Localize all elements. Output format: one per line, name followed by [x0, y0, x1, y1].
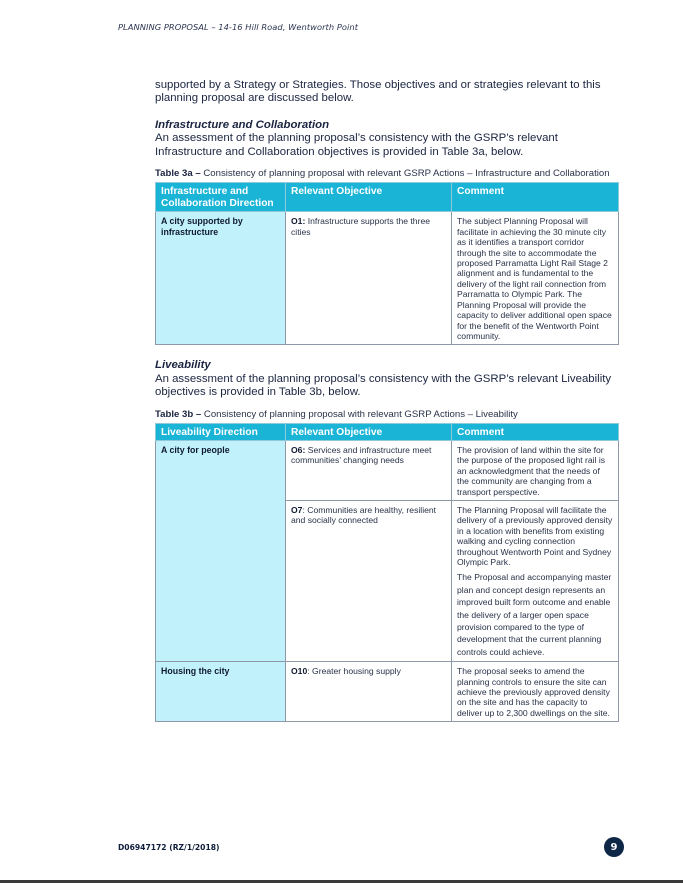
- table-3a-caption-label: Table 3a –: [155, 168, 201, 180]
- objective-text: : Communities are healthy, resilient and socially connected: [291, 504, 437, 526]
- document-reference: D06947172 (RZ/1/2018): [118, 843, 220, 852]
- table-row: [156, 212, 619, 345]
- comment-cell: [452, 500, 619, 661]
- table-3a: [155, 182, 619, 345]
- table-header-row: [156, 183, 619, 212]
- objective-cell: [286, 662, 452, 722]
- objective-code: O7: [291, 504, 303, 515]
- table-3a-caption-text: Consistency of planning proposal with relevant GSRP Actions – Infrastructure and Collaboration: [200, 168, 610, 180]
- objective-cell: [286, 212, 452, 345]
- intro-paragraph: supported by a Strategy or Strategies. Those objectives and or strategies relevant to this planning proposal are discussed below.: [155, 79, 601, 105]
- column-header: Relevant Objective: [286, 183, 452, 212]
- column-header: Infrastructure and Collaboration Direction: [156, 183, 286, 212]
- section-text-liveability: An assessment of the planning proposal’s consistency with the GSRP’s relevant Liveability objectives is provided in Table 3b, below.: [155, 372, 612, 399]
- table-3b-caption-label: Table 3b –: [155, 408, 202, 420]
- table-header-row: [156, 423, 619, 440]
- objective-code: O10: [291, 666, 308, 677]
- objective-code: O1:: [291, 216, 306, 227]
- table-row: [156, 662, 619, 722]
- page-content: [155, 79, 620, 722]
- objective-code: O6:: [291, 444, 306, 455]
- direction-cell: A city for people: [156, 440, 286, 661]
- comment-cell: The provision of land within the site for the purpose of the proposed light rail is an acknowledgment that the needs of the community are changing from a transport perspective.: [452, 440, 619, 500]
- table-3b-caption: [155, 409, 620, 420]
- column-header: Liveability Direction: [156, 423, 286, 440]
- objective-text: : Greater housing supply: [307, 666, 401, 677]
- comment-cell: The subject Planning Proposal will facilitate in achieving the 30 minute city as it identifies a transport corridor through the site to accommodate the proposed Parramatta Light Rail Stage 2 alignment and is fundamental to the delivery of the light rail connection from Parramatta to Olympic Park. The Planning Proposal will provide the capacity to deliver additional open space for the benefit of the Wentworth Point community.: [452, 212, 619, 345]
- objective-text: Infrastructure supports the three cities: [291, 216, 431, 237]
- table-3b: [155, 423, 619, 722]
- section-title-liveability: Liveability: [155, 359, 211, 372]
- column-header: Relevant Objective: [286, 423, 452, 440]
- comment-paragraph: The Proposal and accompanying master plan and concept design represents an improved built form outcome and enable the delivery of a larger open space provision compared to the type of development that the current planning controls could achieve.: [457, 572, 612, 657]
- section-title-infrastructure: Infrastructure and Collaboration: [155, 118, 330, 131]
- direction-cell: Housing the city: [156, 662, 286, 722]
- objective-text: Services and infrastructure meet communities’ changing needs: [291, 444, 432, 466]
- table-3a-caption: [155, 168, 620, 179]
- section-text-infrastructure: An assessment of the planning proposal’s consistency with the GSRP’s relevant Infrastructure and Collaboration objectives is provided in Table 3a, below.: [155, 132, 558, 158]
- page-number-badge: 9: [604, 837, 624, 857]
- running-header: PLANNING PROPOSAL – 14-16 Hill Road, Wentworth Point: [118, 22, 358, 32]
- objective-cell: [286, 440, 452, 500]
- table-row: [156, 440, 619, 500]
- objective-cell: [286, 500, 452, 661]
- direction-cell: A city supported by infrastructure: [156, 212, 286, 345]
- comment-paragraph: The Planning Proposal will facilitate the delivery of a previously approved density in a location with benefits from existing walking and cycling connection throughout Wentworth Point and Sydney Olympic Park.: [457, 504, 613, 567]
- column-header: Comment: [452, 183, 619, 212]
- column-header: Comment: [452, 423, 619, 440]
- table-3b-caption-text: Consistency of planning proposal with relevant GSRP Actions – Liveability: [201, 408, 518, 420]
- comment-cell: The proposal seeks to amend the planning controls to ensure the site can achieve the previously approved density on the site and has the capacity to deliver up to 2,300 dwellings on the site.: [452, 662, 619, 722]
